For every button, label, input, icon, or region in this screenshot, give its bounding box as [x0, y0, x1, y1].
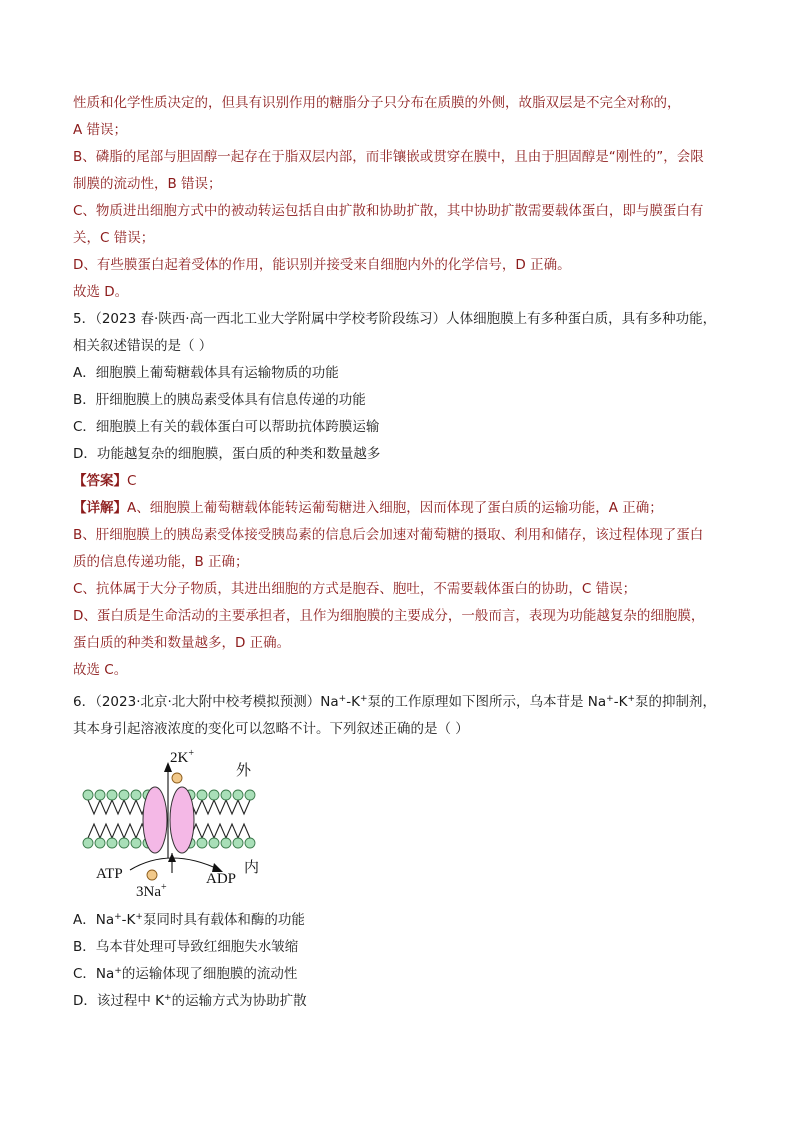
- superscript: +: [359, 694, 368, 704]
- text-line: 制膜的流动性，B 错误；: [73, 176, 222, 192]
- detail-line: [73, 495, 723, 522]
- text-line: 故选 D。: [73, 284, 129, 300]
- option-d: D．功能越复杂的细胞膜，蛋白质的种类和数量越多: [73, 446, 381, 462]
- question-6-options: [73, 907, 723, 1015]
- text-line: B、肝细胞膜上的胰岛素受体接受胰岛素的信息后会加速对葡萄糖的摄取、利用和储存，该过程体现了蛋白: [73, 527, 704, 543]
- label-inside: 内: [244, 860, 260, 876]
- answer-label: 【答案】: [73, 473, 127, 489]
- text-line: B、磷脂的尾部与胆固醇一起存在于脂双层内部，而非镶嵌或贯穿在膜中，且由于胆固醇是“刚性的”，会限: [73, 149, 704, 165]
- detail-text: A、细胞膜上葡萄糖载体能转运葡萄糖进入细胞，因而体现了蛋白质的运输功能，A 正确；: [127, 500, 663, 516]
- k-ion: [172, 773, 182, 783]
- question-5: [73, 306, 723, 684]
- stem-text: 泵的抑制剂，: [634, 694, 716, 710]
- option-a: A．细胞膜上葡萄糖载体具有运输物质的功能: [73, 365, 339, 381]
- detail-label: 【详解】: [73, 500, 127, 516]
- label-na: 3Na+: [136, 882, 167, 900]
- lipid-heads-outer: [83, 790, 255, 800]
- question-stem: 相关叙述错误的是（ ）: [73, 338, 213, 354]
- option-c: C．Na+的运输体现了细胞膜的流动性: [73, 966, 298, 982]
- text-line: 关，C 错误；: [73, 230, 155, 246]
- text-line: 蛋白质的种类和数量越多，D 正确。: [73, 635, 291, 651]
- superscript: +: [606, 694, 614, 704]
- superscript: +: [627, 694, 635, 704]
- lipid-heads-inner: [83, 838, 255, 848]
- label-outside: 外: [236, 763, 252, 779]
- lipid-tails: [88, 800, 250, 838]
- stem-text: 泵的工作原理如下图所示，乌本苷是 Na: [367, 694, 607, 710]
- text-line: 质的信息传递功能，B 正确；: [73, 554, 249, 570]
- question-stem: 5．（2023 春·陕西·高一西北工业大学附属中学校考阶段练习）人体细胞膜上有多种蛋白质，具有多种功能，: [73, 311, 717, 327]
- question-6: [73, 689, 723, 743]
- option-a: A．Na+-K+泵同时具有载体和酶的功能: [73, 912, 305, 928]
- text-line: C、物质进出细胞方式中的被动转运包括自由扩散和协助扩散，其中协助扩散需要载体蛋白，即与膜蛋白有: [73, 203, 704, 219]
- text-line: D、有些膜蛋白起着受体的作用，能识别并接受来自细胞内外的化学信号，D 正确。: [73, 257, 571, 273]
- superscript: +: [338, 694, 347, 704]
- label-adp: ADP: [206, 871, 237, 887]
- option-c: C．细胞膜上有关的载体蛋白可以帮助抗体跨膜运输: [73, 419, 380, 435]
- pump-protein-left: [143, 787, 167, 853]
- stem-text: -K: [346, 694, 360, 710]
- na-ion: [147, 870, 157, 880]
- label-k: 2K+: [170, 748, 194, 766]
- answer-line: [73, 468, 723, 495]
- text-line: A 错误；: [73, 122, 128, 138]
- question-stem: 其本身引起溶液浓度的变化可以忽略不计。下列叙述正确的是（ ）: [73, 721, 469, 737]
- stem-text: -K: [613, 694, 628, 710]
- stem-text: 6．（2023·北京·北大附中校考模拟预测）Na: [73, 694, 339, 710]
- label-atp: ATP: [96, 866, 123, 882]
- na-k-pump-diagram: [80, 748, 270, 903]
- option-d: D．该过程中 K+的运输方式为协助扩散: [73, 993, 307, 1009]
- question-stem: [73, 689, 723, 716]
- text-line: 性质和化学性质决定的，但具有识别作用的糖脂分子只分布在质膜的外侧，故脂双层是不完全对称的，: [73, 95, 681, 111]
- pump-protein-right: [170, 787, 194, 853]
- text-line: C、抗体属于大分子物质，其进出细胞的方式是胞吞、胞吐，不需要载体蛋白的协助，C 错误；: [73, 581, 637, 597]
- option-b: B．肝细胞膜上的胰岛素受体具有信息传递的功能: [73, 392, 366, 408]
- previous-explanation: [73, 90, 723, 306]
- text-line: 故选 C。: [73, 662, 128, 678]
- option-b: B．乌本苷处理可导致红细胞失水皱缩: [73, 939, 299, 955]
- membrane-svg: [80, 748, 270, 903]
- text-line: D、蛋白质是生命活动的主要承担者，且作为细胞膜的主要成分，一般而言，表现为功能越复杂的细胞膜，: [73, 608, 705, 624]
- answer-value: C: [127, 473, 137, 489]
